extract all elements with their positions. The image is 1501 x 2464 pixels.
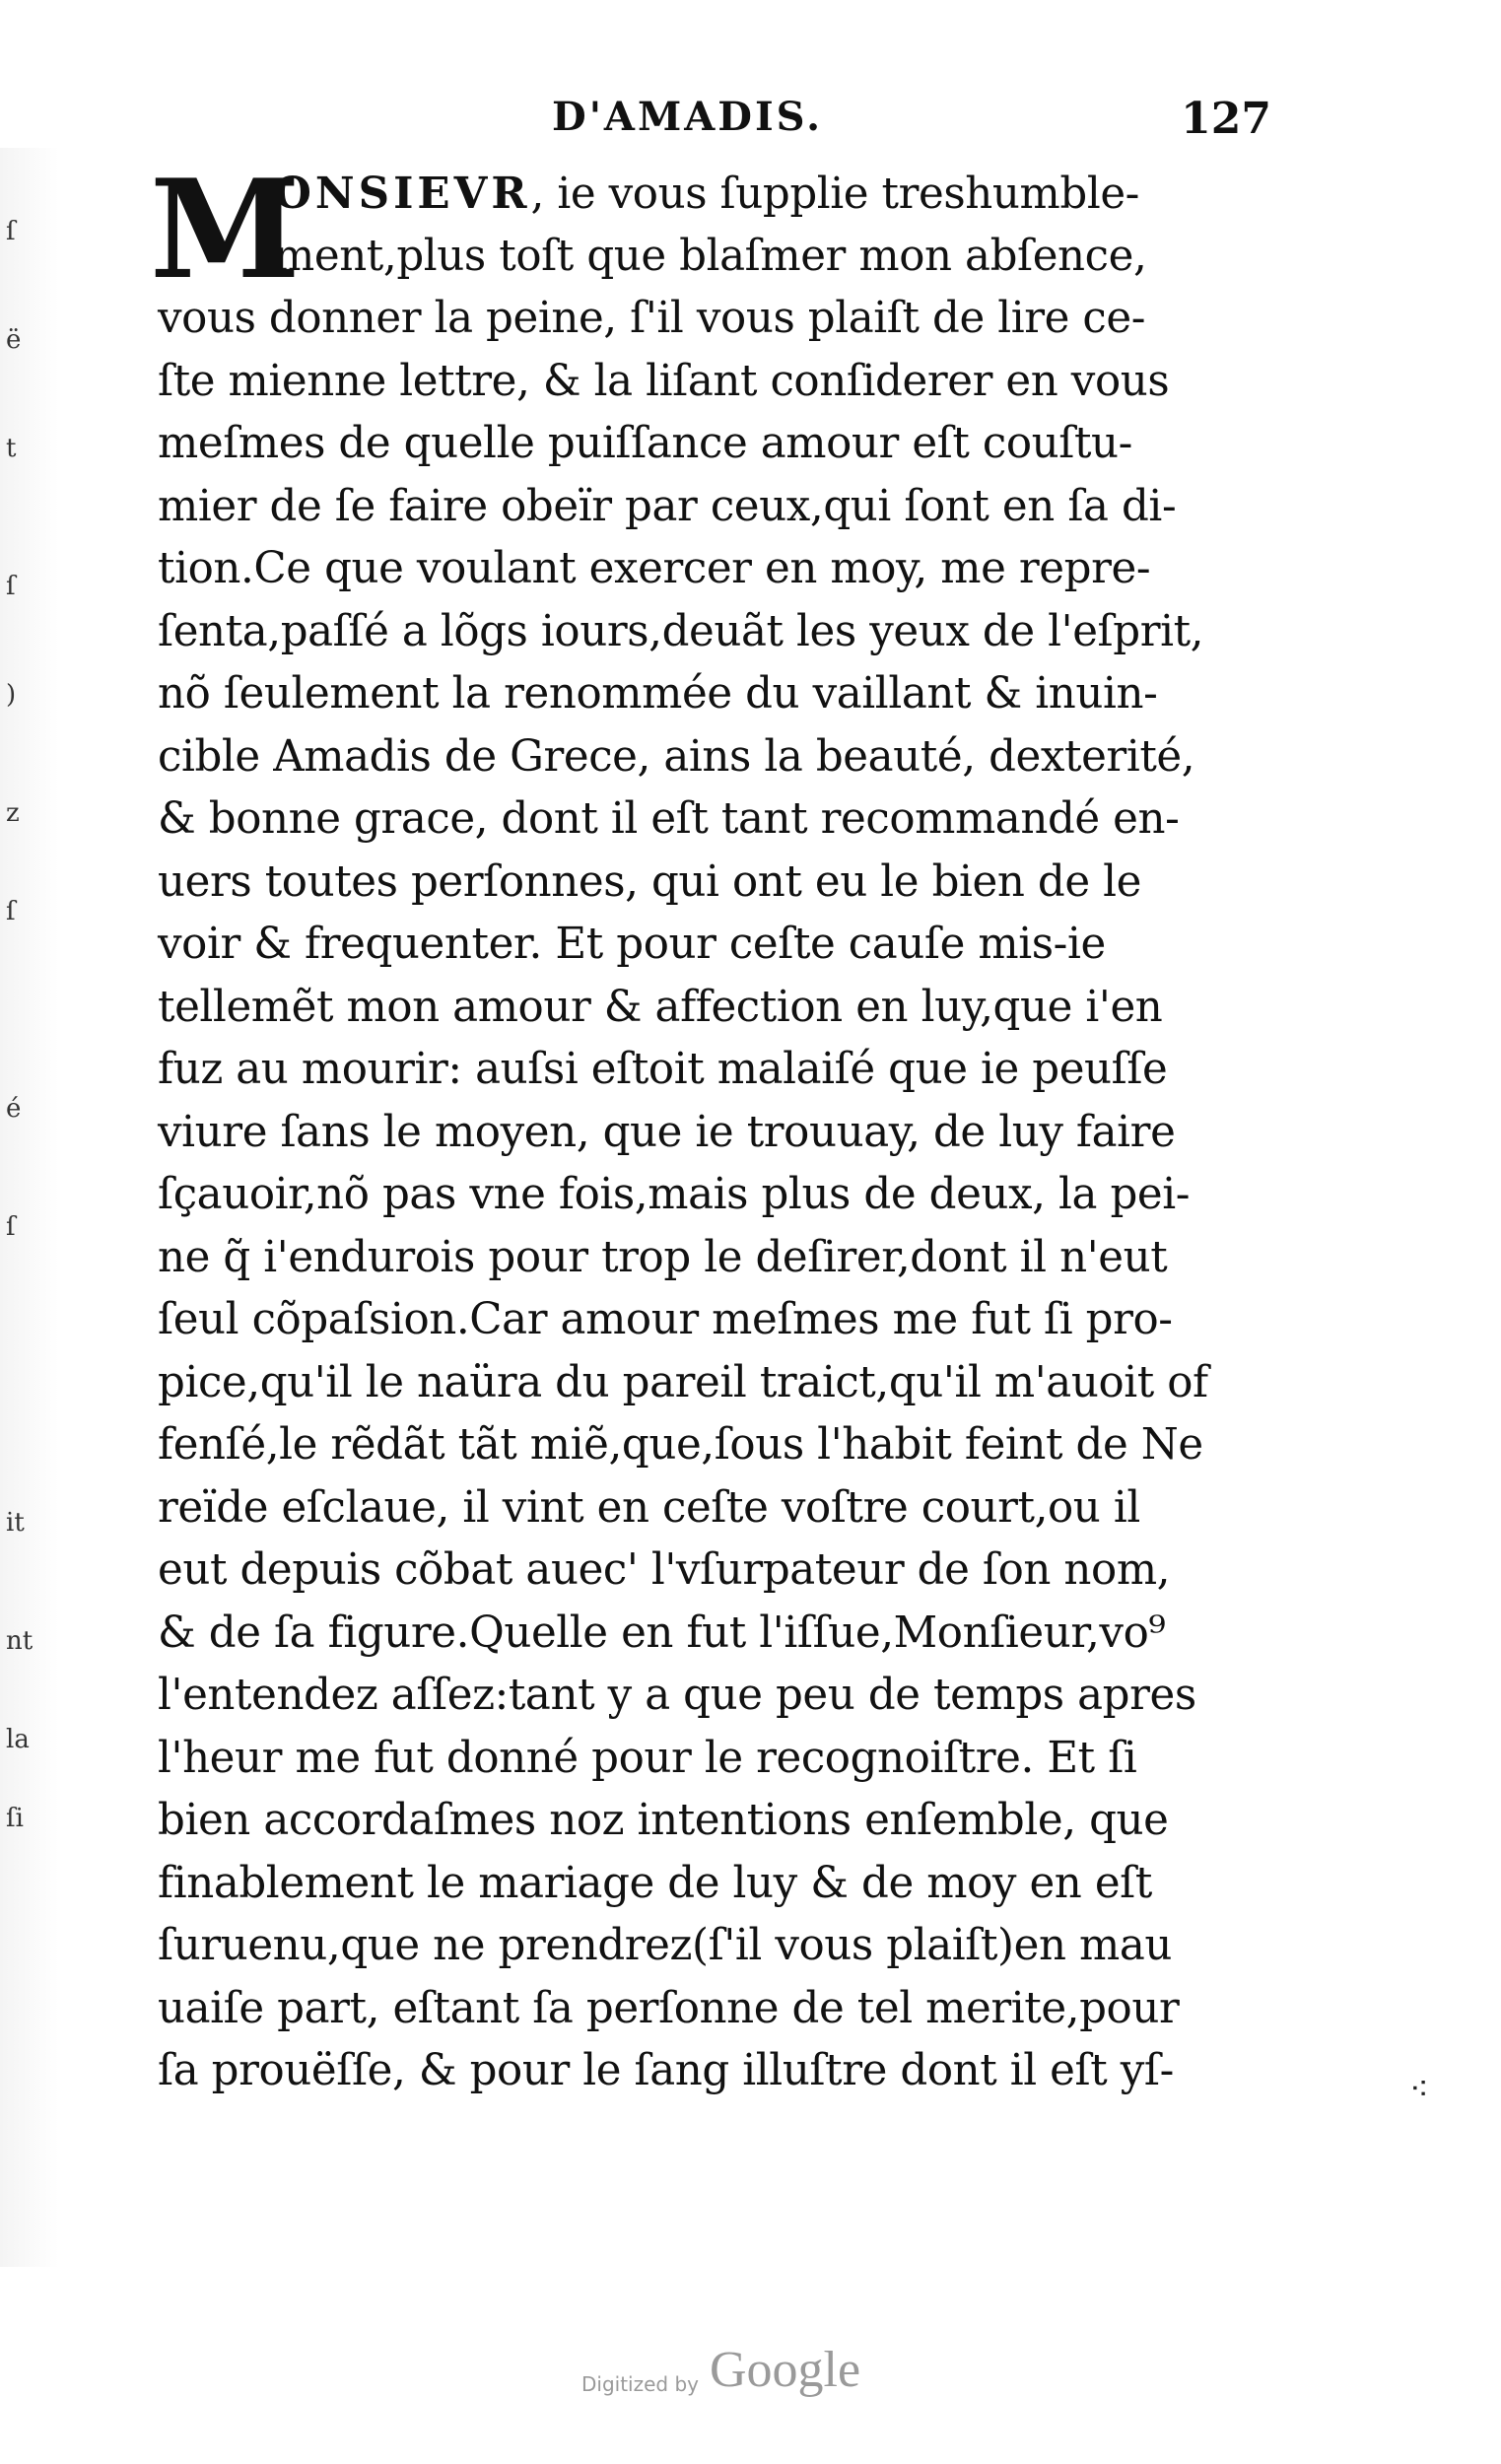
text-line: l'heur me fut donné pour le recognoiſtre. Et ſi <box>158 1733 1137 1783</box>
text-line: voir & frequenter. Et pour ceſte cauſe mis-ie <box>158 920 1106 969</box>
digitization-watermark <box>581 2341 936 2410</box>
text-line: reïde eſclaue, il vint en ceſte voſtre court,ou il <box>158 1482 1140 1533</box>
watermark-logo-text: Google <box>710 2342 861 2398</box>
text-line: tion.Ce que voulant exercer en moy, me repre- <box>158 544 1151 593</box>
text-line: ne q̃ i'endurois pour trop le deſirer,dont il n'eut <box>158 1232 1168 1282</box>
text-line: cible Amadis de Grece, ains la beauté, dexterité, <box>158 731 1195 782</box>
gutter-fragment: ) <box>6 680 17 710</box>
drop-capital: M <box>150 149 301 309</box>
text-line: ſeul cõpaſsion.Car amour meſmes me fut ſi pro- <box>158 1295 1173 1344</box>
gutter-fragment: t <box>6 434 17 463</box>
running-head <box>158 94 1271 163</box>
text-line: ment,plus toſt que blaſmer mon abſence, <box>274 231 1147 281</box>
text-line: & bonne grace, dont il eſt tant recommandé en- <box>158 794 1180 844</box>
text-line: & de ſa figure.Quelle en fut l'iſſue,Monſieur,vo⁹ <box>158 1608 1166 1658</box>
text-line: ſçauoir,nõ pas vne fois,mais plus de deux, la pei- <box>158 1170 1191 1219</box>
text-line: ſte mienne lettre, & la liſant conſiderer en vous <box>158 356 1170 406</box>
left-gutter-bleed <box>0 148 59 2267</box>
gutter-fragment: la <box>6 1725 30 1754</box>
text-line <box>158 163 1252 226</box>
text-line: uaiſe part, eſtant ſa perſonne de tel merite,pour <box>158 1983 1180 2033</box>
text-line: l'entendez aſſez:tant y a que peu de temps apres <box>158 1671 1196 1720</box>
text-line: fuz au mourir: auſsi eſtoit malaiſé que ie peuſſe <box>158 1045 1168 1094</box>
gutter-fragment: it <box>6 1508 25 1538</box>
text-line: viure ſans le moyen, que ie trouuay, de luy faire <box>158 1107 1176 1157</box>
body-text <box>150 149 1252 2103</box>
gutter-fragment: ſ <box>6 217 16 246</box>
gutter-fragment: é <box>6 1094 22 1124</box>
gutter-fragment: ſ <box>6 1212 16 1242</box>
running-title: D'AMADIS. <box>552 94 824 140</box>
gutter-fragment: ſ <box>6 897 16 926</box>
text-line-rest: , ie vous ſupplie treshumble- <box>530 170 1139 219</box>
gutter-fragment: ë <box>6 325 22 355</box>
text-line: mier de ſe faire obeïr par ceux,qui ſont en ſa di- <box>158 481 1177 531</box>
text-line: bien accordaſmes noz intentions enſemble, que <box>158 1796 1169 1845</box>
text-line: nõ ſeulement la renommée du vaillant & inuin- <box>158 669 1158 719</box>
text-line: ſa prouëſſe, & pour le ſang illuſtre dont il eſt yſ- <box>158 2046 1174 2095</box>
text-line: ſuruenu,que ne prendrez(ſ'il vous plaiſt)en mau <box>158 1921 1173 1970</box>
text-line: fenſé,le rẽdãt tãt miẽ,que,ſous l'habit feint de Ne <box>158 1420 1203 1470</box>
page-number: 127 <box>1181 94 1271 144</box>
book-page <box>150 94 1271 2213</box>
watermark-small-text: Digitized by <box>581 2372 699 2396</box>
gutter-fragment: ſi <box>6 1804 24 1833</box>
gutter-fragment: ſ <box>6 572 16 601</box>
text-line: finablement le mariage de luy & de moy en eſt <box>158 1858 1152 1908</box>
gutter-fragment: z <box>6 798 20 828</box>
text-line: eut depuis cõbat auec' l'vſurpateur de ſon nom, <box>158 1545 1171 1595</box>
ink-speck-icon: ⁖ <box>1409 2070 1429 2109</box>
text-line: tellemẽt mon amour & affection en luy,que i'en <box>158 982 1163 1032</box>
text-line: uers toutes perſonnes, qui ont eu le bien de le <box>158 856 1141 907</box>
text-line: ſenta,paſſé a lõgs iours,deuãt les yeux de l'eſprit, <box>158 606 1204 656</box>
text-line: meſmes de quelle puiſſance amour eſt couſtu- <box>158 419 1132 468</box>
text-line: pice,qu'il le naüra du pareil traict,qu'il m'auoit of <box>158 1357 1208 1407</box>
first-word: ONSIEVR <box>274 169 531 219</box>
gutter-fragment: nt <box>6 1626 34 1656</box>
text-line: vous donner la peine, ſ'il vous plaiſt de lire ce- <box>158 294 1146 343</box>
